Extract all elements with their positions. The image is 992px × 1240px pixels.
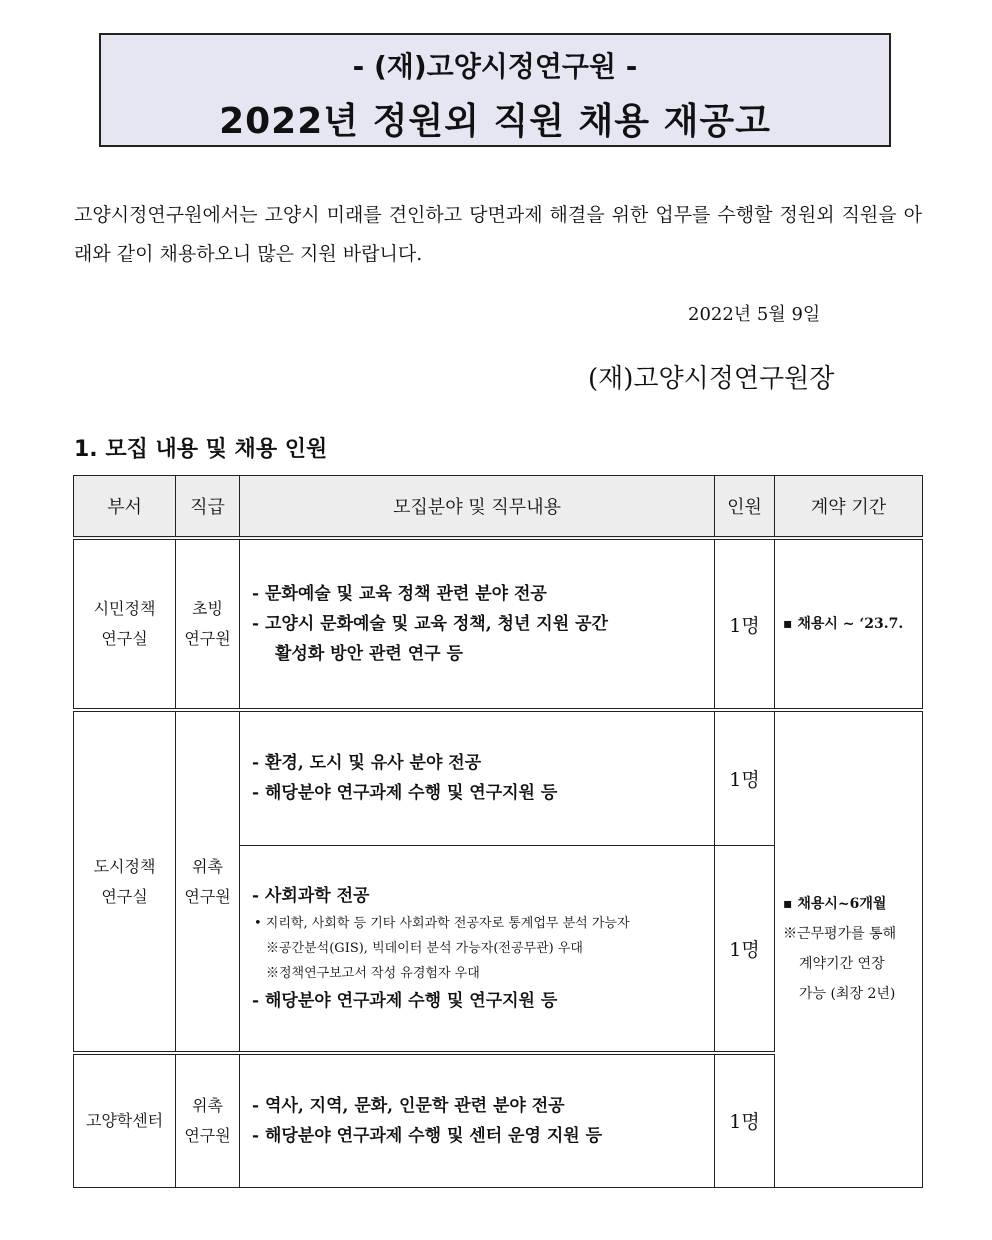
desc-item: - 해당분야 연구과제 수행 및 센터 운영 지원 등: [252, 1125, 602, 1146]
dept-label: 시민정책: [93, 599, 156, 618]
desc-item: - 사회과학 전공: [252, 885, 370, 906]
desc-cell: [240, 538, 715, 710]
term-cell: [775, 538, 923, 710]
section-title: 1. 모집 내용 및 채용 인원: [74, 437, 328, 462]
dept-label: 고양학센터: [85, 1110, 164, 1130]
count-cell: 1명: [715, 1053, 775, 1187]
desc-item: ※공간분석(GIS), 빅데이터 분석 가능자(전공무관) 우대: [266, 940, 583, 956]
grade-label: 연구원: [184, 1125, 231, 1145]
count-cell: 1명: [715, 538, 775, 710]
dept-label: 도시정책: [93, 856, 156, 876]
desc-item: • 지리학, 사회학 등 기타 사회과학 전공자로 통계업무 분석 가능자: [254, 915, 630, 931]
term-label: ▪ 채용시~6개월: [783, 896, 887, 913]
header-dept: 부서: [74, 476, 176, 539]
term-note: 계약기간 연장: [799, 956, 885, 973]
grade-cell: [176, 1053, 240, 1187]
desc-item: - 해당분야 연구과제 수행 및 연구지원 등: [252, 990, 558, 1011]
dept-cell: [74, 710, 176, 1053]
announcement-date: 2022년 5월 9일: [688, 304, 821, 325]
table-row: [74, 538, 923, 710]
term-note: ※근무평가를 통해: [783, 926, 897, 943]
header-count: 인원: [715, 476, 775, 539]
desc-item: 활성화 방안 관련 연구 등: [275, 644, 463, 664]
grade-label: 연구원: [184, 886, 231, 906]
desc-cell: [240, 1053, 715, 1187]
recruitment-table: [73, 475, 923, 1188]
desc-item: - 역사, 지역, 문화, 인문학 관련 분야 전공: [252, 1095, 565, 1116]
header-grade: 직급: [176, 476, 240, 539]
desc-item: - 환경, 도시 및 유사 분야 전공: [252, 753, 482, 774]
dept-label: 연구실: [101, 886, 148, 906]
org-name-heading: - (재)고양시정연구원 -: [352, 50, 638, 83]
term-cell: [775, 710, 923, 1187]
desc-cell: [240, 845, 715, 1053]
title-box: [99, 33, 891, 147]
term-label: ▪ 채용시 ~ ‘23.7.: [783, 616, 904, 632]
desc-cell: [240, 710, 715, 845]
desc-item: ※정책연구보고서 작성 유경험자 우대: [266, 965, 480, 981]
intro-paragraph: 고양시정연구원에서는 고양시 미래를 견인하고 당면과제 해결을 위한 업무를 수행할 정원외 직원을 아래와 같이 채용하오니 많은 지원 바랍니다.: [74, 204, 922, 265]
grade-label: 위촉: [192, 1095, 223, 1115]
grade-cell: [176, 538, 240, 710]
header-desc: 모집분야 및 직무내용: [240, 476, 715, 539]
grade-label: 초빙: [192, 599, 223, 618]
grade-cell: [176, 710, 240, 1053]
dept-cell: [74, 538, 176, 710]
dept-label: 연구실: [101, 629, 148, 648]
desc-item: - 고양시 문화예술 및 교육 정책, 청년 지원 공간: [252, 614, 608, 634]
desc-item: - 문화예술 및 교육 정책 관련 분야 전공: [252, 584, 547, 604]
table-row: [74, 710, 923, 845]
table-header-row: [74, 476, 923, 539]
count-cell: 1명: [715, 710, 775, 845]
header-term: 계약 기간: [775, 476, 923, 539]
signer-name: (재)고양시정연구원장: [588, 364, 835, 394]
grade-label: 연구원: [184, 629, 231, 648]
dept-cell: [74, 1053, 176, 1187]
desc-item: - 해당분야 연구과제 수행 및 연구지원 등: [252, 783, 558, 804]
count-cell: 1명: [715, 845, 775, 1053]
grade-label: 위촉: [192, 856, 223, 876]
term-note: 가능 (최장 2년): [799, 986, 896, 1003]
page-title: 2022년 정원외 직원 채용 재공고: [219, 101, 771, 142]
